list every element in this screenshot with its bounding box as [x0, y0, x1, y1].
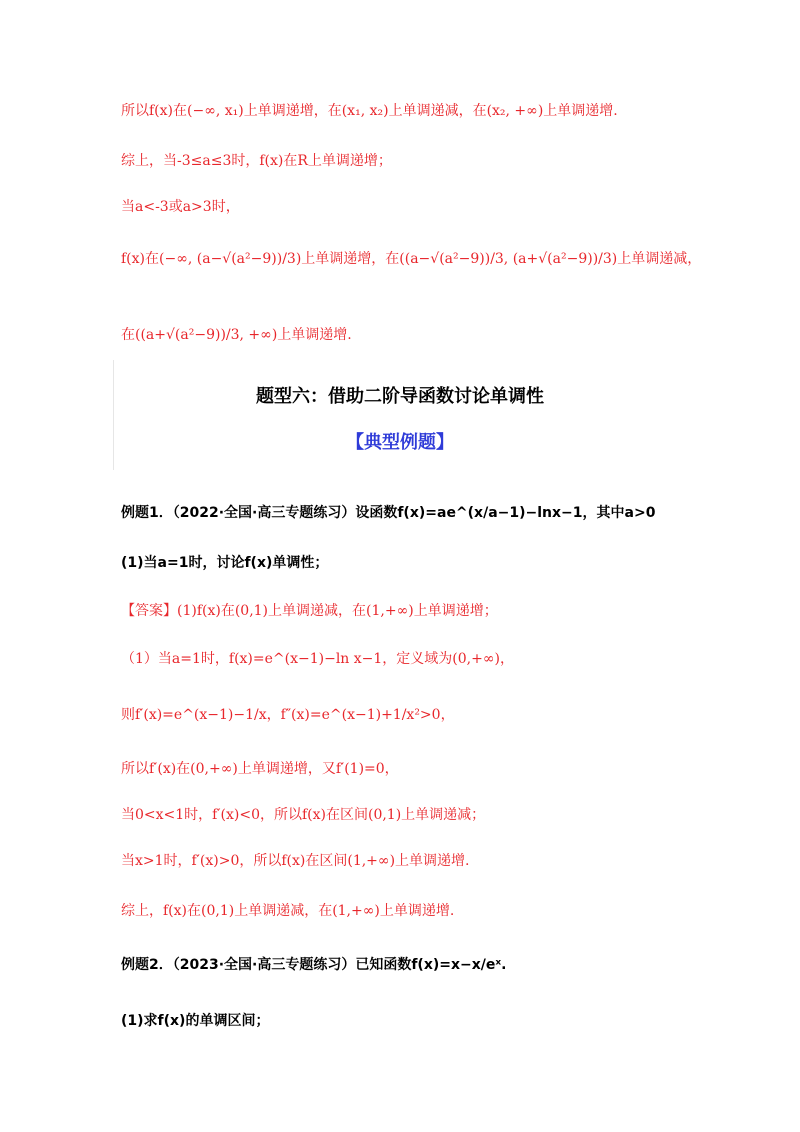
- solution-step-5-text: 当x>1时，f′(x)>0，所以f(x)在区间(1,+∞)上单调递增.: [121, 853, 470, 869]
- text-line-2: [121, 150, 392, 172]
- line-2-text: 综上，当-3≤a≤3时，f(x)在R上单调递增；: [121, 153, 392, 169]
- solution-step-5: [121, 850, 469, 872]
- solution-step-4: [121, 804, 485, 826]
- solution-step-6: [121, 900, 454, 922]
- solution-step-1-text: （1）当a=1时，f(x)=e^(x−1)−ln x−1，定义域为(0,+∞)，: [121, 651, 514, 667]
- line-4-text: f(x)在(−∞, (a−√(a²−9))/3)上单调递增，在((a−√(a²−9))/3, (a+√(a²−9))/3)上单调递减，: [121, 251, 702, 267]
- line-5-text: 在((a+√(a²−9))/3, +∞)上单调递增.: [121, 327, 352, 343]
- text-line-4: [121, 248, 701, 270]
- example-2-header: [121, 954, 506, 976]
- solution-step-6-text: 综上，f(x)在(0,1)上单调递减，在(1,+∞)上单调递增.: [121, 903, 455, 919]
- solution-step-2-text: 则f′(x)=e^(x−1)−1/x，f″(x)=e^(x−1)+1/x²>0，: [121, 707, 455, 723]
- text-line-1: [121, 100, 618, 122]
- solution-step-3-text: 所以f′(x)在(0,+∞)上单调递增，又f′(1)=0，: [121, 761, 399, 777]
- text-line-5: [121, 324, 352, 346]
- example-1-question-text: (1)当a=1时，讨论f(x)单调性；: [121, 555, 329, 571]
- solution-step-3: [121, 758, 399, 780]
- section-subtitle: 【典型例题】: [346, 432, 454, 453]
- solution-step-4-text: 当0<x<1时，f′(x)<0，所以f(x)在区间(0,1)上单调递减；: [121, 807, 486, 823]
- example-2-header-text: 例题2．（2023·全国·高三专题练习）已知函数f(x)=x−x/eˣ.: [121, 957, 507, 973]
- solution-step-2: [121, 704, 455, 726]
- example-1-header-text: 例题1．（2022·全国·高三专题练习）设函数f(x)=ae^(x/a−1)−lnx−1，其中a>0: [121, 505, 656, 521]
- solution-step-1: [121, 648, 514, 670]
- line-1-text: 所以f(x)在(−∞, x₁)上单调递增，在(x₁, x₂)上单调递减，在(x₂, +∞)上单调递增.: [121, 103, 618, 119]
- example-2-question-text: (1)求f(x)的单调区间；: [121, 1013, 270, 1029]
- text-line-3: [121, 196, 240, 218]
- example-1-answer: [121, 600, 498, 622]
- example-2-question: [121, 1010, 269, 1032]
- example-1-header: [121, 502, 655, 524]
- section-title: 题型六：借助二阶导函数讨论单调性: [256, 386, 544, 407]
- line-3-text: 当a<-3或a>3时，: [121, 199, 240, 215]
- example-1-answer-text: 【答案】(1)f(x)在(0,1)上单调递减，在(1,+∞)上单调递增；: [121, 603, 498, 619]
- example-1-question: [121, 552, 328, 574]
